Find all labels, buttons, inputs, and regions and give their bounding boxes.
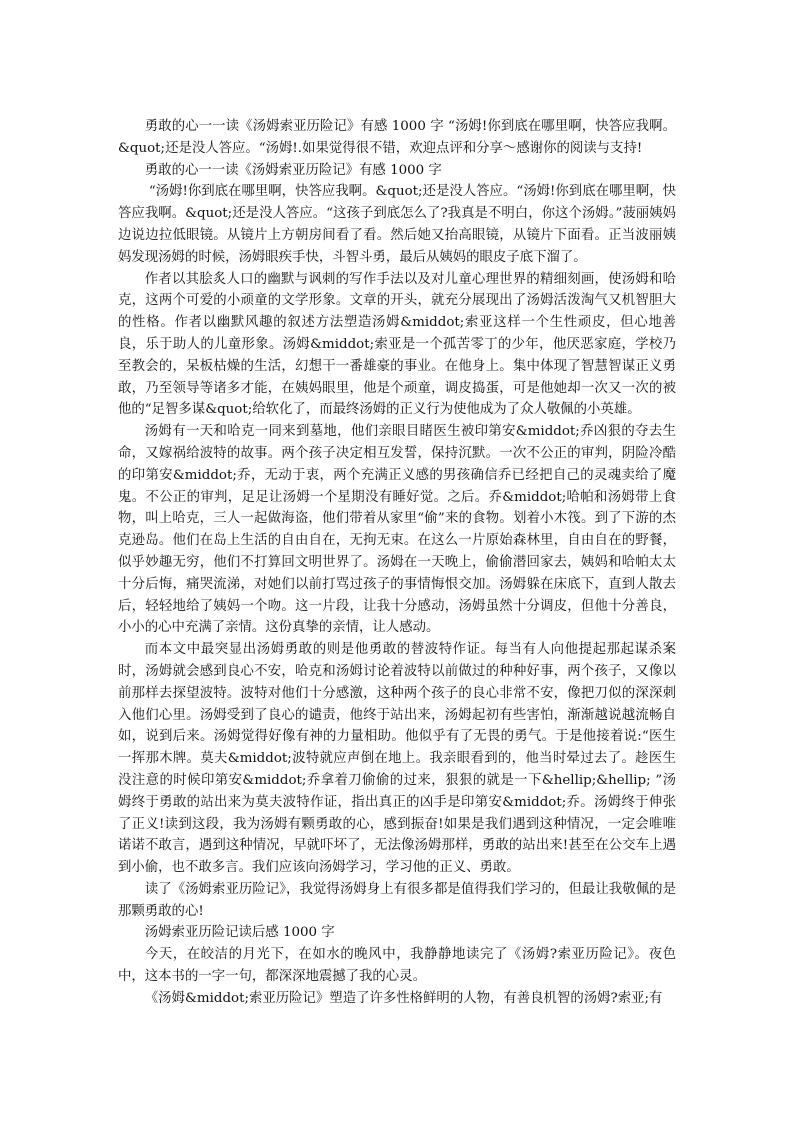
intro-paragraph: 勇敢的心一一读《汤姆索亚历险记》有感 1000 字 “汤姆!你到底在哪里啊，快答应我啊。&quot;还是没人答应。“汤姆!.如果觉得很不错，欢迎点评和分享～感谢你的阅读与支持! — [118, 119, 676, 156]
opening-paragraph: “汤姆!你到底在哪里啊，快答应我啊。&quot;还是没人答应。“汤姆!你到底在哪里啊，快答应我啊。&quot;还是没人答应。“这孩子到底怎么了?我真是不明白，你这个汤姆。”菠丽姨妈边说边拉低眼镜。从镜片上方朝房间看了看。然后她又抬高眼镜，从镜片下面看。正当波丽姨妈发现汤姆的时候，汤姆眼疾手快，斗智斗勇，最后从姨妈的眼皮子底下溜了。 — [118, 184, 676, 265]
second-essay-opening: 今天，在皎洁的月光下，在如水的晚风中，我静静地读完了《汤姆?索亚历险记》。夜色中，这本书的一字一句，都深深地震撼了我的心灵。 — [118, 947, 676, 985]
essay-title: 勇敢的心一一读《汤姆索亚历险记》有感 1000 字 — [144, 162, 442, 178]
character-paragraph: 作者以其脍炙人口的幽默与讽刺的写作手法以及对儿童心理世界的精细刻画，使汤姆和哈克，这两个可爱的小顽童的文学形象。文章的开头，就充分展现出了汤姆活泼淘气又机智胆大的性格。作者以幽默风趣的叙述方法塑造汤姆&middot;索亚这样一个生性顽皮，但心地善良，乐于助人的儿童形象。汤姆&middot;索亚是一个孤苦零丁的少年，他厌恶家庭，学校乃至教会的，呆板枯燥的生活，幻想干一番雄豪的事业。在他身上。集中体现了智慧智谋正义勇敢，乃至领导等诸多才能，在姨妈眼里，他是个顽童，调皮捣蛋，可是他她却一次又一次的被他的“足智多谋&quot;给软化了，而最终汤姆的正义行为使他成为了众人敬佩的小英雄。 — [118, 271, 676, 418]
testimony-paragraph: 而本文中最突显出汤姆勇敢的则是他勇敢的替波特作证。每当有人向他提起那起谋杀案时，汤姆就会感到良心不安，哈克和汤姆讨论着波特以前做过的种种好事，两个孩子，又像以前那样去探望波特。波特对他们十分感激，这种两个孩子的良心非常不安，像把刀似的深深刺入他们心里。汤姆受到了良心的谴责，他终于站出来，汤姆起初有些害怕，渐渐越说越流畅自如，说到后来。汤姆觉得好像有神的力量相助。他似乎有了无畏的勇气。于是他接着说:“医生一挥那木牌。莫夫&middot;波特就应声倒在地上。我亲眼看到的，他当时晕过去了。趁医生没注意的时候印第安&middot;乔拿着刀偷偷的过来，狠狠的就是一下&hellip;&hellip; ”汤姆终于勇敢的站出来为莫夫波特作证，指出真正的凶手是印第安&middot;乔。汤姆终于伸张了正义!读到这段，我为汤姆有颗勇敢的心，感到振奋!如果是我们遇到这种情况，一定会唯唯诺诺不敢言，遇到这种情况，早就吓坏了，无法像汤姆那样，勇敢的站出来!甚至在公交车上遇到小偷，也不敢多言。我们应该向汤姆学习，学习他的正义、勇敢。 — [118, 642, 676, 876]
conclusion-paragraph: 读了《汤姆索亚历险记》，我觉得汤姆身上有很多都是值得我们学习的，但最让我敬佩的是那颗勇敢的心! — [118, 881, 676, 919]
second-essay-characters: 《汤姆&middot;索亚历险记》塑造了许多性格鲜明的人物，有善良机智的汤姆?索亚;有 — [144, 990, 663, 1006]
document-body — [118, 116, 676, 1010]
graveyard-paragraph: 汤姆有一天和哈克一同来到墓地，他们亲眼目睹医生被印第安&middot;乔凶狠的夺去生命，又嫁祸给波特的故事。两个孩子决定相互发誓，保持沉默。一次不公正的审判，阴险冷酷的印第安&middot;乔，无动于衷，两个充满正义感的男孩确信乔已经把自己的灵魂卖给了魔鬼。不公正的审判，足足让汤姆一个星期没有睡好觉。之后。乔&middot;哈帕和汤姆带上食物，叫上哈克，三人一起做海盗，他们带着从家里“偷”来的食物。划着小木筏。到了下游的杰克逊岛。他们在岛上生活的自由自在，无拘无束。在这么一片原始森林里，自由自在的野餐，似乎妙趣无穷，他们不打算回文明世界了。汤姆在一天晚上，偷偷潜回家去，姨妈和哈帕太太十分后悔，痛哭流涕，对她们以前打骂过孩子的事情悔恨交加。汤姆躲在床底下，直到人散去后，轻轻地给了姨妈一个吻。这一片段，让我十分感动，汤姆虽然十分调皮，但他十分善良，小小的心中充满了亲情。这份真挚的亲情，让人感动。 — [118, 424, 676, 636]
second-essay-title: 汤姆索亚历险记读后感 1000 字 — [144, 925, 335, 941]
